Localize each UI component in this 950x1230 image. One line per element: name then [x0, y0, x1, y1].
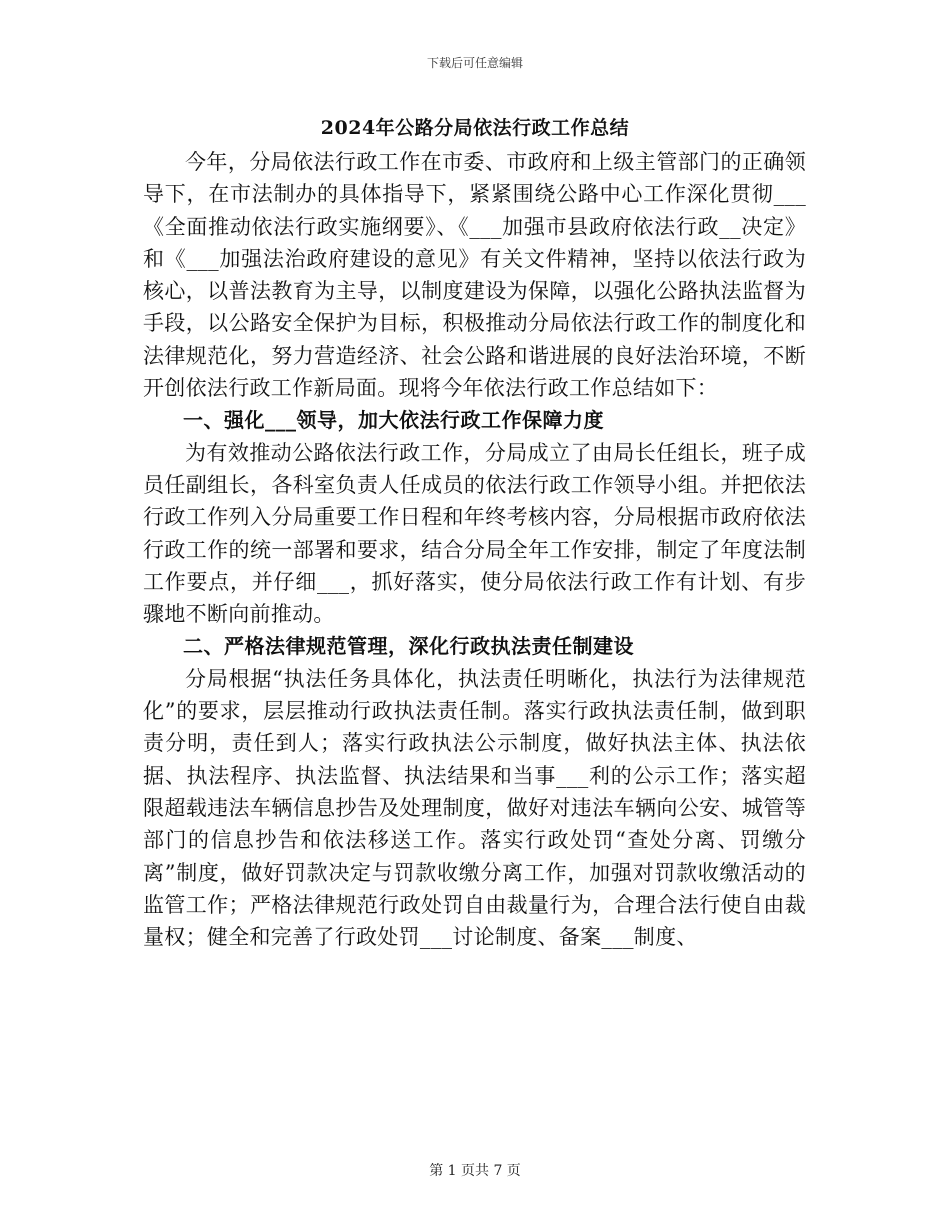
section-2-paragraph: 分局根据“执法任务具体化，执法责任明晰化，执法行为法律规范化”的要求，层层推动行政执法责任制。落实行政执法责任制，做到职责分明，责任到人；落实行政执法公示制度，做好执法主体、执法依据、执法程序、执法监督、执法结果和当事___利的公示工作；落实超限超载违法车辆信息抄告及处理制度，做好对违法车辆向公安、城管等部门的信息抄告和依法移送工作。落实行政处罚“查处分离、罚缴分离”制度，做好罚款决定与罚款收缴分离工作，加强对罚款收缴活动的监管工作；严格法律规范行政处罚自由裁量行为，合理合法行使自由裁量权；健全和完善了行政处罚___讨论制度、备案___制度、 [143, 666, 806, 950]
section-2-heading: 二、严格法律规范管理，深化行政执法责任制建设 [183, 634, 634, 659]
page-number-indicator: 第 1 页共 7 页 [429, 1163, 521, 1179]
document-title: 2024年公路分局依法行政工作总结 [320, 117, 630, 139]
download-editable-note: 下载后可任意编辑 [426, 56, 523, 70]
document-body [143, 146, 806, 953]
section-1-heading: 一、强化___领导，加大依法行政工作保障力度 [183, 408, 604, 433]
intro-paragraph: 今年，分局依法行政工作在市委、市政府和上级主管部门的正确领导下，在市法制办的具体指导下，紧紧围绕公路中心工作深化贯彻___《全面推动依法行政实施纲要》、《___加强市县政府依法行政__决定》和《___加强法治政府建设的意见》有关文件精神，坚持以依法行政为核心，以普法教育为主导，以制度建设为保障，以强化公路执法监督为手段，以公路安全保护为目标，积极推动分局依法行政工作的制度化和法律规范化，努力营造经济、社会公路和谐进展的良好法治环境，不断开创依法行政工作新局面。现将今年依法行政工作总结如下： [143, 150, 806, 401]
section-1-paragraph: 为有效推动公路依法行政工作，分局成立了由局长任组长，班子成员任副组长，各科室负责人任成员的依法行政工作领导小组。并把依法行政工作列入分局重要工作日程和年终考核内容，分局根据市政府依法行政工作的统一部署和要求，结合分局全年工作安排，制定了年度法制工作要点，并仔细___，抓好落实，使分局依法行政工作有计划、有步骤地不断向前推动。 [143, 440, 806, 627]
